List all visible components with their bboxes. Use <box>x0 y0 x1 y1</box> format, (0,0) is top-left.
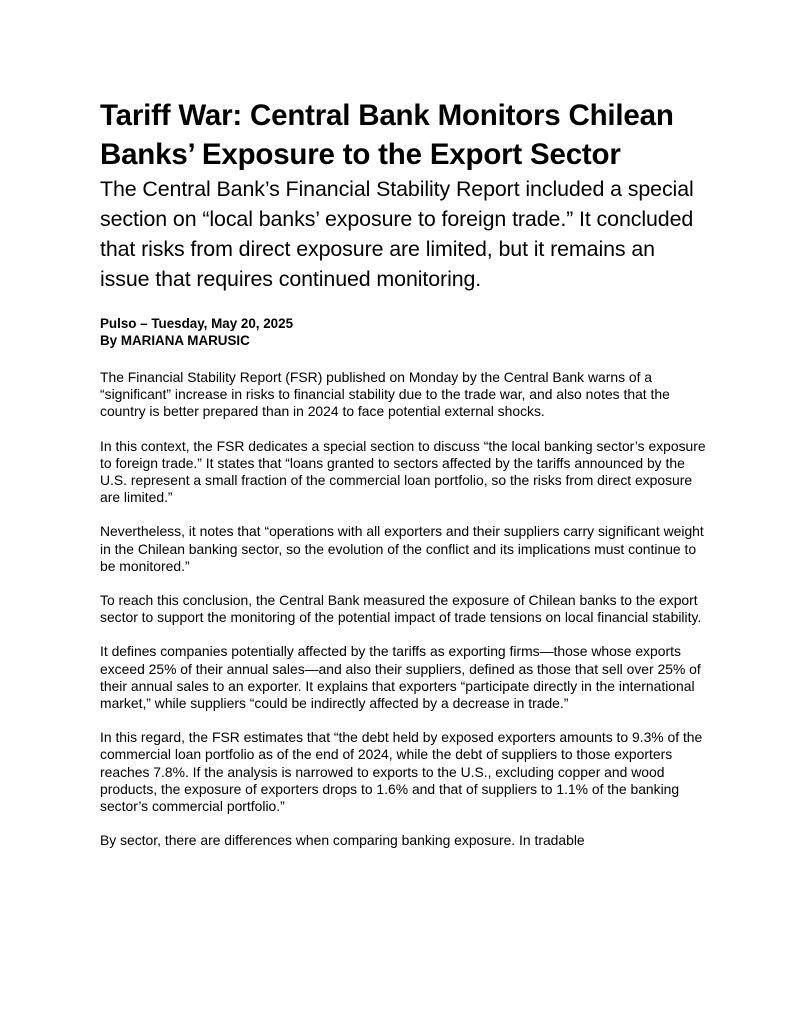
body-paragraph: The Financial Stability Report (FSR) published on Monday by the Central Bank warns of a “significant” increase in risks to financial stability due to the trade war, and also notes that the country is better prepared than in 2024 to face potential external shocks. <box>100 369 670 420</box>
body-paragraph: By sector, there are differences when comparing banking exposure. In tradable <box>100 832 585 849</box>
author: By MARIANA MARUSIC <box>100 333 250 348</box>
article-subtitle: The Central Bank’s Financial Stability Report included a special section on “local banks’ exposure to foreign trade.” It concluded that risks from direct exposure are limited, but it remains an issue that requires continued monitoring. <box>100 177 694 291</box>
byline <box>100 315 710 349</box>
body-paragraph: It defines companies potentially affected by the tariffs as exporting firms—those whose exports exceed 25% of their annual sales—and also their suppliers, defined as those that sell over 25% of their annual sales to an exporter. It explains that exporters “participate directly in the international market,” while suppliers “could be indirectly affected by a decrease in trade.” <box>100 643 701 712</box>
body-paragraph: In this context, the FSR dedicates a special section to discuss “the local banking sector’s exposure to foreign trade.” It states that “loans granted to sectors affected by the tariffs announced by the U.S. represent a small fraction of the commercial loan portfolio, so the risks from direct exposure are limited.” <box>100 437 706 506</box>
body-paragraph: To reach this conclusion, the Central Bank measured the exposure of Chilean banks to the export sector to support the monitoring of the potential impact of trade tensions on local financial stability. <box>100 592 702 626</box>
body-paragraph: In this regard, the FSR estimates that “the debt held by exposed exporters amounts to 9.3% of the commercial loan portfolio as of the end of 2024, while the debt of suppliers to those exporters reaches 7.8%. If the analysis is narrowed to exports to the U.S., excluding copper and wood products, the exposure of exporters drops to 1.6% and that of suppliers to 1.1% of the banking sector’s commercial portfolio.” <box>100 729 703 815</box>
dateline: Pulso – Tuesday, May 20, 2025 <box>100 316 294 331</box>
article-body <box>100 369 710 849</box>
article-title: Tariff War: Central Bank Monitors Chilean Banks’ Exposure to the Export Sector <box>100 99 674 171</box>
body-paragraph: Nevertheless, it notes that “operations with all exporters and their suppliers carry significant weight in the Chilean banking sector, so the evolution of the conflict and its implications must continue to be monitored.” <box>100 523 704 574</box>
article <box>100 96 710 866</box>
